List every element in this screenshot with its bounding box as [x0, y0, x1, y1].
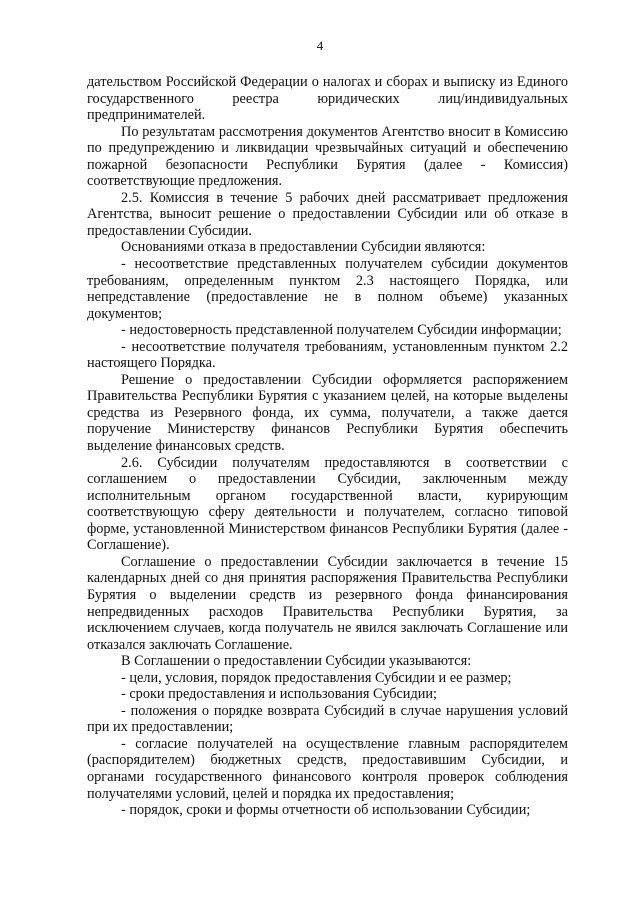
- list-item-noncompliance-requirements: - несоответствие получателя требованиям, установленным пунктом 2.2 настоящего Порядка.: [87, 338, 568, 372]
- list-item-goals: - цели, условия, порядок предоставления Субсидии и ее размер;: [121, 669, 512, 686]
- document-body: [87, 74, 568, 819]
- list-item-consent: - согласие получателей на осуществление главным распорядителем (распорядителем) бюджетных средств, предоставившим Субсидии, и органами государственного финансового контроля проверок соблюдения получателями условий, целей и порядка их предоставления;: [87, 735, 568, 802]
- paragraph-agreement-term: Соглашение о предоставлении Субсидии заключается в течение 15 календарных дней со дня принятия распоряжения Правительства Республики Бурятия о выделении средств из резервного фонда финансирования непредвиденных расходов Правительства Республики Бурятия, за исключением случаев, когда получатель не явился заключать Соглашение или отказался заключать Соглашение.: [87, 553, 568, 653]
- paragraph-agreement-contents: В Соглашении о предоставлении Субсидии указываются:: [121, 653, 472, 670]
- paragraph-refusal-grounds: Основаниями отказа в предоставлении Субсидии являются:: [121, 239, 486, 256]
- list-item-unreliable-info: - недостоверность представленной получателем Субсидии информации;: [121, 322, 562, 339]
- list-item-terms: - сроки предоставления и использования Субсидии;: [121, 686, 438, 703]
- paragraph-review-results: По результатам рассмотрения документов Агентство вносит в Комиссию по предупреждению и ликвидации чрезвычайных ситуаций и обеспечению пожарной безопасности Республики Бурятия (далее - Комиссия) соответствующие предложения.: [87, 123, 568, 190]
- list-item-refund: - положения о порядке возврата Субсидий в случае нарушения условий при их предоставлении;: [87, 702, 568, 736]
- paragraph-2-5: 2.5. Комиссия в течение 5 рабочих дней рассматривает предложения Агентства, выносит решение о предоставлении Субсидии или об отказе в предоставлении Субсидии.: [87, 189, 568, 239]
- list-item-reporting: - порядок, сроки и формы отчетности об использовании Субсидии;: [121, 802, 531, 819]
- list-item-noncompliance-documents: - несоответствие представленных получателем субсидии документов требованиям, определенным пунктом 2.3 настоящего Порядка, или непредставление (предоставление не в полном объеме) указанных документов;: [87, 256, 568, 322]
- page-number: 4: [316, 38, 324, 53]
- paragraph-2-6: 2.6. Субсидии получателям предоставляются в соответствии с соглашением о предоставлении Субсидии, заключенным между исполнительным органом государственной власти, курирующим соответствующую сферу деятельности и получателем, согласно типовой форме, установленной Министерством финансов Республики Бурятия (далее - Соглашение).: [87, 454, 568, 554]
- paragraph-continuation: дательством Российской Федерации о налогах и сборах и выписку из Единого государственного реестра юридических лиц/индивидуальных предпринимателей.: [87, 74, 568, 124]
- paragraph-decision: Решение о предоставлении Субсидии оформляется распоряжением Правительства Республики Бурятия с указанием целей, на которые выделены средства из Резервного фонда, их сумма, получатели, а также дается поручение Министерству финансов Республики Бурятия обеспечить выделение финансовых средств.: [87, 371, 568, 455]
